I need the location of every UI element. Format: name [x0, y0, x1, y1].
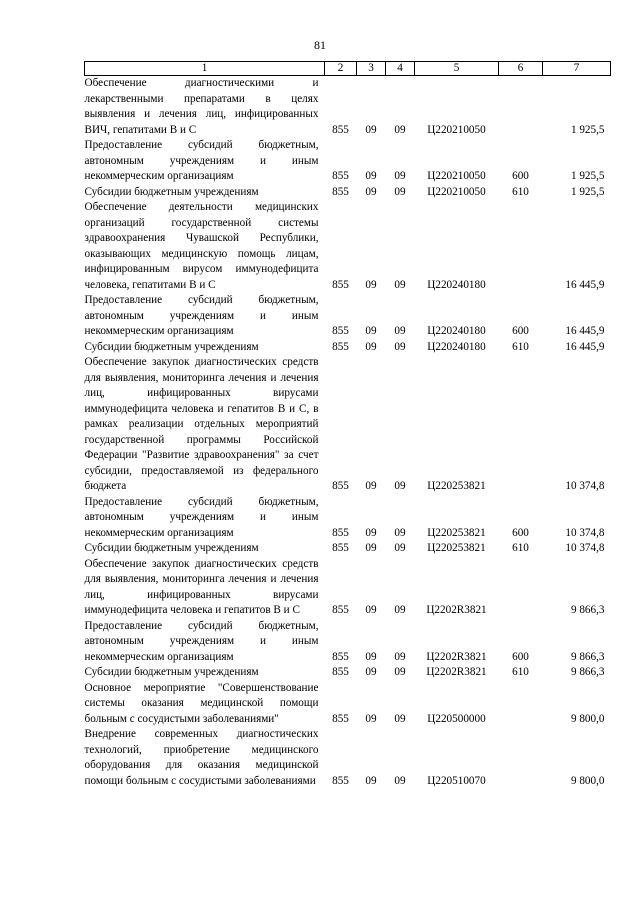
budget-table — [84, 61, 611, 789]
row-ministry-code: 855 — [332, 123, 349, 136]
row-name: Субсидии бюджетным учреждениям — [84, 542, 259, 554]
row-target-article: Ц220240180 — [427, 278, 486, 291]
row-amount: 16 445,9 — [565, 340, 605, 353]
row-target-article: Ц220240180 — [427, 325, 486, 337]
row-subsection-code: 09 — [394, 340, 406, 353]
row-section-code: 09 — [365, 340, 377, 353]
row-section-code: 09 — [365, 604, 377, 616]
row-amount: 9 866,3 — [570, 666, 605, 678]
header-col-6: 6 — [499, 62, 543, 76]
row-name: Субсидии бюджетным учреждениям — [84, 340, 259, 353]
table-row — [85, 76, 611, 139]
row-expense-type: 600 — [512, 170, 529, 182]
row-section-code: 09 — [365, 542, 377, 554]
header-col-1: 1 — [85, 62, 325, 76]
table-row — [85, 541, 611, 557]
row-subsection-code: 09 — [394, 712, 406, 725]
header-col-5: 5 — [415, 62, 499, 76]
table-row — [85, 619, 611, 666]
row-ministry-code: 855 — [332, 542, 349, 554]
row-ministry-code: 855 — [332, 325, 349, 337]
row-expense-type: 610 — [512, 542, 529, 554]
row-section-code: 09 — [365, 123, 377, 136]
row-section-code: 09 — [365, 185, 377, 198]
row-amount: 9 800,0 — [570, 774, 605, 787]
row-amount: 10 374,8 — [565, 542, 605, 554]
row-expense-type: 600 — [512, 650, 529, 663]
row-name: Предоставление субсидий бюджетным, автономным учреждениям и иным некоммерческим организациям — [84, 619, 319, 663]
row-expense-type: 600 — [512, 526, 529, 539]
row-amount: 9 866,3 — [570, 604, 605, 616]
row-expense-type — [499, 681, 543, 728]
table-body — [85, 76, 611, 790]
table-row — [85, 355, 611, 495]
row-name: Субсидии бюджетным учреждениям — [84, 666, 259, 678]
row-name: Предоставление субсидий бюджетным, автономным учреждениям и иным некоммерческим организациям — [84, 139, 319, 182]
row-ministry-code: 855 — [332, 712, 349, 725]
row-subsection-code: 09 — [394, 325, 406, 337]
row-amount: 16 445,9 — [565, 278, 605, 291]
row-section-code: 09 — [365, 774, 377, 787]
row-name: Предоставление субсидий бюджетным, автономным учреждениям и иным некоммерческим организациям — [84, 495, 319, 539]
row-target-article: Ц2202R3821 — [426, 650, 487, 663]
table-row — [85, 340, 611, 356]
page-number: 81 — [314, 38, 326, 52]
row-section-code: 09 — [365, 666, 377, 678]
row-name: Обеспечение диагностическими и лекарственными препаратами в целях выявления и лечения лиц, инфицированных ВИЧ, гепатитами В и С — [84, 77, 319, 136]
row-target-article: Ц220510070 — [427, 774, 486, 787]
table-row — [85, 495, 611, 542]
row-amount: 1 925,5 — [570, 170, 605, 182]
header-row — [85, 62, 611, 76]
row-target-article: Ц220210050 — [427, 170, 486, 182]
row-expense-type — [499, 727, 543, 789]
row-name: Обеспечение закупок диагностических средств для выявления, мониторинга лечения и лечения лиц, инфицированных вирусами иммунодефицита человека и гепатитов В и С, в рамках реализации отдельных мероприятий государственной программы Российской Федерации "Развитие здравоохранения" за счет субсидии, предоставляемой из федерального бюджета — [84, 356, 319, 492]
row-ministry-code: 855 — [332, 480, 349, 492]
header-col-2: 2 — [325, 62, 357, 76]
table-row — [85, 293, 611, 340]
row-subsection-code: 09 — [394, 542, 406, 554]
row-section-code: 09 — [365, 278, 377, 291]
row-target-article: Ц2202R3821 — [426, 604, 487, 616]
row-section-code: 09 — [365, 170, 377, 182]
table-row — [85, 665, 611, 681]
row-section-code: 09 — [365, 325, 377, 337]
row-expense-type: 610 — [512, 666, 529, 678]
row-name: Обеспечение деятельности медицинских организаций государственной системы здравоохранения Чувашской Республики, оказывающих медицинскую помощь лицам, инфицированным вирусом иммунодефицита человека, гепатитами В и С — [84, 201, 319, 291]
row-expense-type — [499, 200, 543, 293]
row-ministry-code: 855 — [332, 278, 349, 291]
table-row — [85, 681, 611, 728]
row-amount: 1 925,5 — [570, 123, 605, 136]
row-subsection-code: 09 — [394, 666, 406, 678]
row-target-article: Ц220210050 — [427, 185, 486, 198]
row-name: Субсидии бюджетным учреждениям — [84, 185, 259, 198]
row-ministry-code: 855 — [332, 604, 349, 616]
row-subsection-code: 09 — [394, 774, 406, 787]
header-col-7: 7 — [543, 62, 611, 76]
row-ministry-code: 855 — [332, 340, 349, 353]
row-expense-type — [499, 557, 543, 619]
table-header — [85, 62, 611, 76]
table-row — [85, 185, 611, 201]
row-ministry-code: 855 — [332, 774, 349, 787]
row-name: Предоставление субсидий бюджетным, автономным учреждениям и иным некоммерческим организациям — [84, 294, 319, 337]
row-amount: 16 445,9 — [565, 325, 605, 337]
row-subsection-code: 09 — [394, 185, 406, 198]
row-target-article: Ц220253821 — [427, 526, 486, 539]
row-amount: 10 374,8 — [565, 526, 605, 539]
row-amount: 9 800,0 — [570, 712, 605, 725]
row-expense-type: 610 — [512, 185, 529, 198]
row-ministry-code: 855 — [332, 170, 349, 182]
row-ministry-code: 855 — [332, 185, 349, 198]
row-subsection-code: 09 — [394, 278, 406, 291]
table-row — [85, 557, 611, 619]
row-section-code: 09 — [365, 712, 377, 725]
row-amount: 9 866,3 — [570, 650, 605, 663]
row-subsection-code: 09 — [394, 526, 406, 539]
row-name: Основное мероприятие "Совершенствование системы оказания медицинской помощи больным с сосудистыми заболеваниями" — [84, 681, 319, 725]
row-target-article: Ц220210050 — [427, 123, 486, 136]
row-target-article: Ц220253821 — [427, 480, 486, 492]
row-amount: 1 925,5 — [570, 185, 605, 198]
row-name: Обеспечение закупок диагностических средств для выявления, мониторинга лечения и лечения лиц, инфицированных вирусами иммунодефицита человека и гепатитов В и С — [84, 557, 319, 616]
row-name: Внедрение современных диагностических технологий, приобретение медицинского оборудования для оказания медицинской помощи больным с сосудистыми заболеваниями — [84, 728, 319, 787]
row-subsection-code: 09 — [394, 170, 406, 182]
table-row — [85, 200, 611, 293]
row-amount: 10 374,8 — [565, 480, 605, 492]
row-expense-type — [499, 76, 543, 139]
row-section-code: 09 — [365, 650, 377, 663]
row-target-article: Ц220253821 — [427, 542, 486, 554]
header-col-4: 4 — [386, 62, 415, 76]
row-section-code: 09 — [365, 480, 377, 492]
row-subsection-code: 09 — [394, 604, 406, 616]
table-row — [85, 138, 611, 185]
row-ministry-code: 855 — [332, 526, 349, 539]
row-expense-type — [499, 355, 543, 495]
row-section-code: 09 — [365, 526, 377, 539]
row-expense-type: 610 — [512, 340, 529, 353]
header-col-3: 3 — [357, 62, 386, 76]
row-subsection-code: 09 — [394, 480, 406, 492]
row-ministry-code: 855 — [332, 650, 349, 663]
row-subsection-code: 09 — [394, 650, 406, 663]
row-target-article: Ц220240180 — [427, 340, 486, 353]
row-subsection-code: 09 — [394, 123, 406, 136]
row-ministry-code: 855 — [332, 666, 349, 678]
row-target-article: Ц2202R3821 — [426, 666, 487, 678]
row-expense-type: 600 — [512, 325, 529, 337]
row-target-article: Ц220500000 — [427, 712, 486, 725]
table-row — [85, 727, 611, 789]
